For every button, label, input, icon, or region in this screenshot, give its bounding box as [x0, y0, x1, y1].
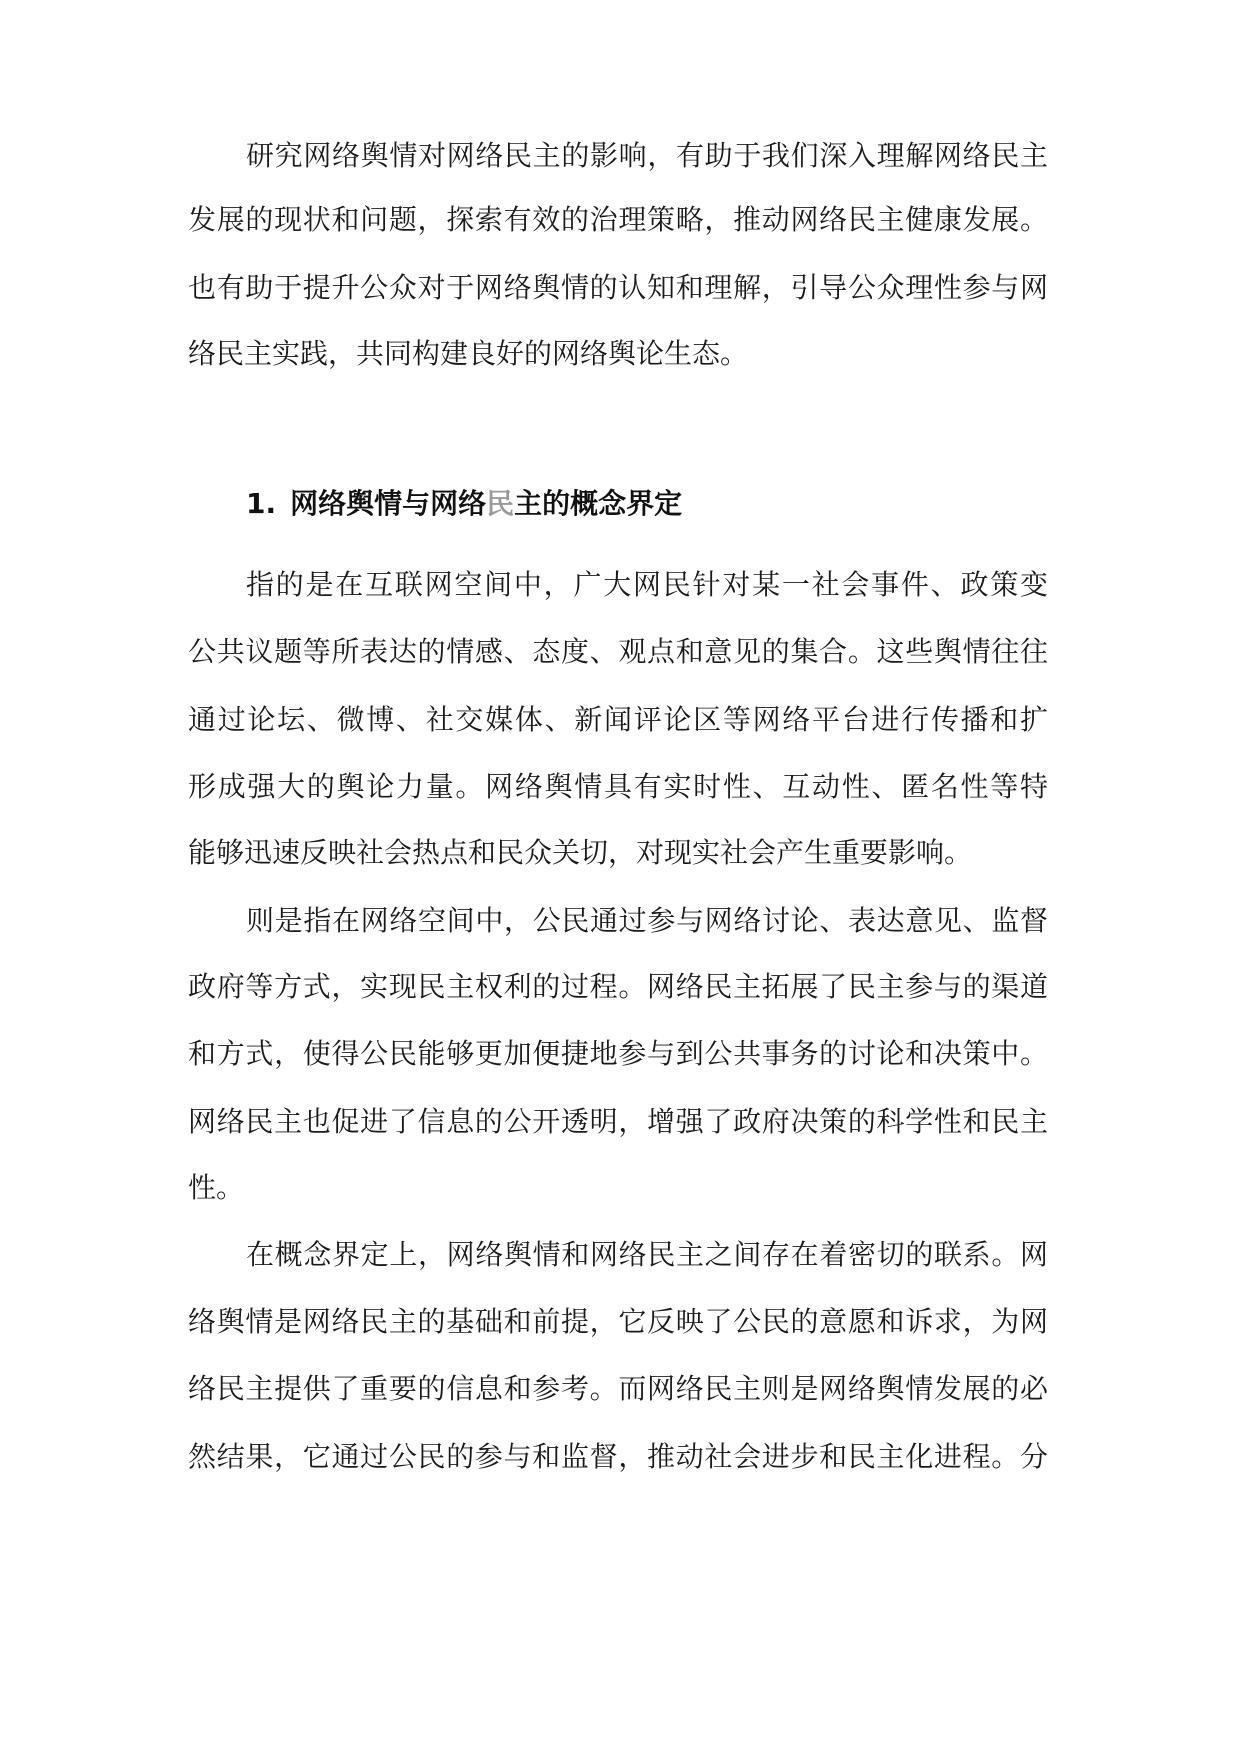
- para2-line-4: 形成强大的舆论力量。网络舆情具有实时性、互动性、匿名性等特: [188, 770, 1048, 803]
- para2-line-2: 公共议题等所表达的情感、态度、观点和意见的集合。这些舆情往往: [188, 635, 1048, 668]
- para3-line-3: 和方式，使得公民能够更加便捷地参与到公共事务的讨论和决策中。: [188, 1037, 1048, 1070]
- para3-line-4: 网络民主也促进了信息的公开透明，增强了政府决策的科学性和民主: [188, 1105, 1048, 1138]
- para4-line-3: 络民主提供了重要的信息和参考。而网络民主则是网络舆情发展的必: [188, 1372, 1048, 1405]
- para1-line-1: 研究网络舆情对网络民主的影响，有助于我们深入理解网络民主: [246, 139, 1048, 172]
- para4-line-4: 然结果，它通过公民的参与和监督，推动社会进步和民主化进程。分: [188, 1440, 1048, 1473]
- heading-text-part1: 网络舆情与网络: [290, 487, 487, 520]
- para1-line-2: 发展的现状和问题，探索有效的治理策略，推动网络民主健康发展。: [188, 203, 1048, 236]
- para2-line-5: 能够迅速反映社会热点和民众关切，对现实社会产生重要影响。: [188, 836, 973, 869]
- para3-line-5: 性。: [188, 1171, 245, 1204]
- para2-line-1: 指的是在互联网空间中，广大网民针对某一社会事件、政策变: [246, 568, 1048, 601]
- para4-line-2: 络舆情是网络民主的基础和前提，它反映了公民的意愿和诉求，为网: [188, 1305, 1048, 1338]
- heading-text-part2: 民: [486, 487, 515, 520]
- para2-line-3: 通过论坛、微博、社交媒体、新闻评论区等网络平台进行传播和扩: [188, 703, 1048, 736]
- section-heading: [246, 482, 682, 526]
- para3-line-2: 政府等方式，实现民主权利的过程。网络民主拓展了民主参与的渠道: [188, 970, 1048, 1003]
- heading-number: 1.: [246, 487, 277, 520]
- heading-text-part3: 主的概念界定: [514, 487, 683, 520]
- para4-line-1: 在概念界定上，网络舆情和网络民主之间存在着密切的联系。网: [246, 1238, 1048, 1271]
- para1-line-4: 络民主实践，共同构建良好的网络舆论生态。: [188, 337, 749, 370]
- para1-line-3: 也有助于提升公众对于网络舆情的认知和理解，引导公众理性参与网: [188, 271, 1048, 304]
- para3-line-1: 则是指在网络空间中，公民通过参与网络讨论、表达意见、监督: [246, 904, 1048, 937]
